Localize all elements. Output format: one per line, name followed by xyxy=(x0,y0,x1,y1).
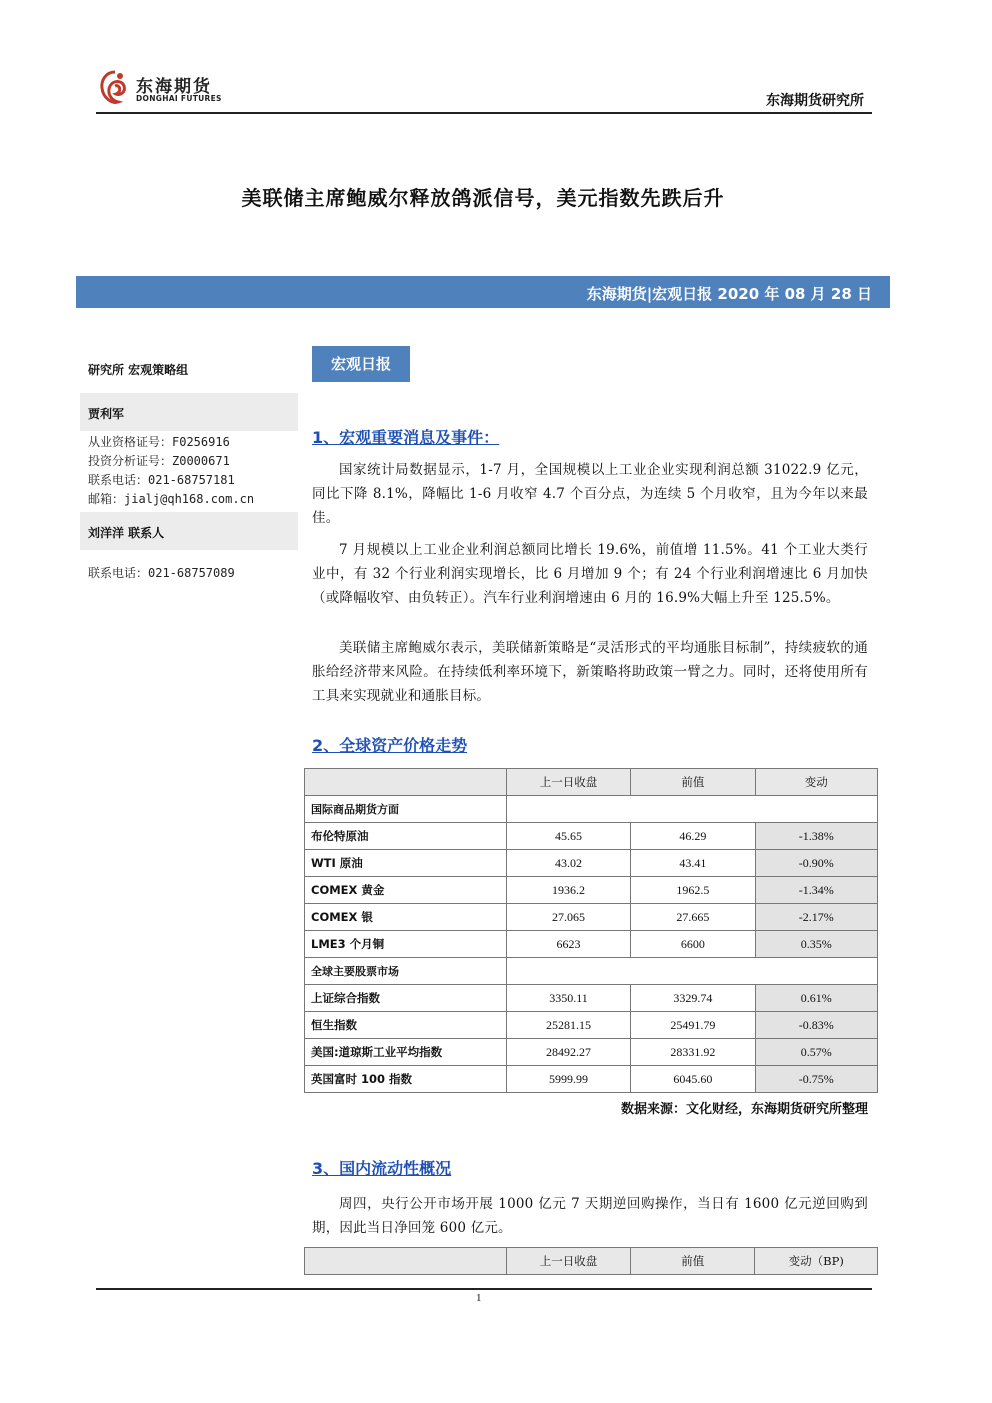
section1-paragraph-2: 7 月规模以上工业企业利润总额同比增长 19.6%，前值增 11.5%。41 个工业大类行业中，有 32 个行业利润实现增长，比 6 月增加 9 个；有 24 个行业利润增速比 6 月加快（或降幅收窄、由负转正）。汽车行业利润增速由 6 月的 16.9%大幅上升至 125.5%。 xyxy=(312,542,868,606)
table-row xyxy=(305,1066,878,1093)
analyst2-phone: 联系电话：021-68757089 xyxy=(88,566,235,580)
analyst1-phone: 联系电话：021-68757181 xyxy=(88,473,235,487)
section1-paragraph-3: 美联储主席鲍威尔表示，美联储新策略是“灵活形式的平均通胀目标制”，持续疲软的通胀给经济带来风险。在持续低利率环境下，新策略将助政策一臂之力。同时，还将使用所有工具来实现就业和通胀目标。 xyxy=(312,640,868,704)
table-row xyxy=(305,904,878,931)
asset-name: 英国富时 100 指数 xyxy=(305,1066,507,1093)
table-row xyxy=(305,877,878,904)
change-value: -1.34% xyxy=(755,877,877,904)
category-stocks: 全球主要股票市场 xyxy=(305,958,507,985)
logo-emblem-icon xyxy=(98,68,132,108)
change-value: -2.17% xyxy=(755,904,877,931)
prev-value: 3329.74 xyxy=(631,985,755,1012)
header-cell-change: 变动 xyxy=(755,769,877,796)
company-logo xyxy=(98,68,238,108)
banner-text: 东海期货|宏观日报 2020 年 08 月 28 日 xyxy=(586,285,872,303)
analyst2-name-box xyxy=(80,512,298,550)
header-cell-prev: 前值 xyxy=(631,1248,755,1275)
asset-name: COMEX 银 xyxy=(305,904,507,931)
change-value: -0.75% xyxy=(755,1066,877,1093)
header-cell-blank xyxy=(305,1248,507,1275)
asset-name: 布伦特原油 xyxy=(305,823,507,850)
asset-name: COMEX 黄金 xyxy=(305,877,507,904)
prev-value: 1962.5 xyxy=(631,877,755,904)
analyst1-info xyxy=(88,433,254,509)
analyst2-name: 刘洋洋 联系人 xyxy=(88,526,165,540)
table-row xyxy=(305,931,878,958)
logo-english-text: DONGHAI FUTURES xyxy=(136,94,222,103)
category-commodities: 国际商品期货方面 xyxy=(305,796,507,823)
section3-paragraph-1: 周四，央行公开市场开展 1000 亿元 7 天期逆回购操作，当日有 1600 亿元逆回购到期，因此当日净回笼 600 亿元。 xyxy=(312,1196,868,1236)
category-row xyxy=(305,796,878,823)
change-value: -1.38% xyxy=(755,823,877,850)
logo-chinese-text: 东海期货 xyxy=(136,77,212,97)
prev-value: 28331.92 xyxy=(631,1039,755,1066)
asset-name: 美国:道琼斯工业平均指数 xyxy=(305,1039,507,1066)
section1-heading: 1、宏观重要消息及事件： xyxy=(312,428,500,447)
analyst1-name: 贾利军 xyxy=(88,407,125,421)
institute-name: 东海期货研究所 xyxy=(766,93,864,109)
analyst1-cert: 从业资格证号：F0256916 xyxy=(88,435,230,449)
analyst1-invest-cert: 投资分析证号：Z0000671 xyxy=(88,454,230,468)
change-value: 0.61% xyxy=(755,985,877,1012)
section3-heading: 3、国内流动性概况 xyxy=(312,1159,452,1178)
section1-paragraph-1: 国家统计局数据显示，1-7 月，全国规模以上工业企业实现利润总额 31022.9 亿元，同比下降 8.1%，降幅比 1-6 月收窄 4.7 个百分点，为连续 5 个月收窄，且为今年以来最佳。 xyxy=(312,462,868,526)
change-value: 0.35% xyxy=(755,931,877,958)
table-row xyxy=(305,850,878,877)
change-value: -0.83% xyxy=(755,1012,877,1039)
close-value: 28492.27 xyxy=(506,1039,630,1066)
close-value: 25281.15 xyxy=(506,1012,630,1039)
header-cell-blank xyxy=(305,769,507,796)
change-value: -0.90% xyxy=(755,850,877,877)
report-banner xyxy=(76,276,890,308)
header-divider xyxy=(96,112,872,114)
prev-value: 46.29 xyxy=(631,823,755,850)
sidebar-group: 研究所 宏观策略组 xyxy=(88,363,189,377)
report-type-tag: 宏观日报 xyxy=(312,346,410,382)
close-value: 1936.2 xyxy=(506,877,630,904)
table-header-row xyxy=(305,1248,878,1275)
liquidity-table xyxy=(304,1247,878,1275)
page-number: 1 xyxy=(476,1292,482,1304)
close-value: 5999.99 xyxy=(506,1066,630,1093)
table-row xyxy=(305,823,878,850)
section2-heading: 2、全球资产价格走势 xyxy=(312,736,468,755)
asset-name: LME3 个月铜 xyxy=(305,931,507,958)
close-value: 43.02 xyxy=(506,850,630,877)
footer-divider xyxy=(96,1288,872,1290)
table-row xyxy=(305,985,878,1012)
close-value: 45.65 xyxy=(506,823,630,850)
category-spacer xyxy=(506,958,877,985)
asset-price-table xyxy=(304,768,878,1093)
data-source-note: 数据来源：文化财经，东海期货研究所整理 xyxy=(620,1102,868,1117)
table-row xyxy=(305,1012,878,1039)
change-value: 0.57% xyxy=(755,1039,877,1066)
prev-value: 43.41 xyxy=(631,850,755,877)
header-cell-change-bp: 变动（BP) xyxy=(755,1248,878,1275)
close-value: 27.065 xyxy=(506,904,630,931)
category-spacer xyxy=(506,796,877,823)
prev-value: 6600 xyxy=(631,931,755,958)
header-cell-close: 上一日收盘 xyxy=(506,1248,630,1275)
asset-name: 上证综合指数 xyxy=(305,985,507,1012)
prev-value: 6045.60 xyxy=(631,1066,755,1093)
prev-value: 25491.79 xyxy=(631,1012,755,1039)
prev-value: 27.665 xyxy=(631,904,755,931)
analyst1-email[interactable]: 邮箱：jialj@qh168.com.cn xyxy=(88,492,255,506)
table-header-row xyxy=(305,769,878,796)
category-row xyxy=(305,958,878,985)
header-cell-close: 上一日收盘 xyxy=(506,769,630,796)
asset-name: 恒生指数 xyxy=(305,1012,507,1039)
header-cell-prev: 前值 xyxy=(631,769,755,796)
close-value: 3350.11 xyxy=(506,985,630,1012)
close-value: 6623 xyxy=(506,931,630,958)
asset-name: WTI 原油 xyxy=(305,850,507,877)
table-row xyxy=(305,1039,878,1066)
analyst1-name-box xyxy=(80,393,298,431)
report-title: 美联储主席鲍威尔释放鸽派信号，美元指数先跌后升 xyxy=(241,186,725,210)
